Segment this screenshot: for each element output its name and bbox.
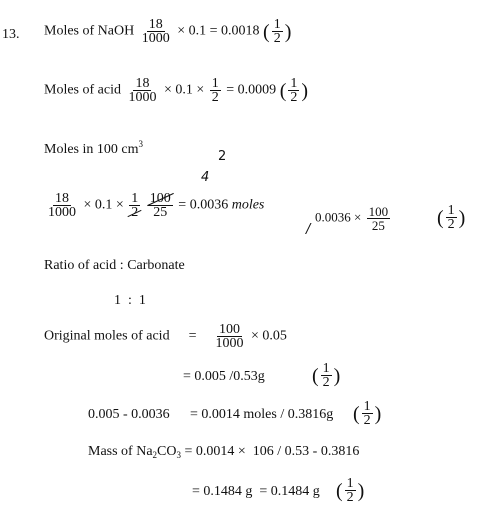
fraction-numerator: 18 bbox=[148, 17, 163, 32]
half-denominator: 2 bbox=[447, 217, 455, 232]
fraction-numerator: 18 bbox=[55, 191, 69, 206]
fraction-denominator: 1000 bbox=[48, 205, 76, 220]
half-numerator: 1 bbox=[322, 361, 330, 376]
naoh-moles-line bbox=[44, 18, 291, 45]
calc-multiplier: × 0.1 × bbox=[83, 197, 124, 213]
moles-in-100-heading bbox=[44, 136, 143, 158]
difference-right: = 0.0014 moles / 0.3816g bbox=[190, 407, 334, 422]
handwritten-slash: / bbox=[306, 222, 311, 237]
fraction-denominator: 1000 bbox=[128, 90, 157, 105]
fraction-denominator: 2 bbox=[211, 90, 219, 105]
alt-calculation bbox=[315, 205, 392, 232]
fraction-numerator: 1 bbox=[211, 76, 219, 91]
acid-label: Moles of acid bbox=[44, 82, 121, 98]
original-moles-line bbox=[44, 323, 287, 350]
half-mark: ( $\frac{1}{2}$ ) bbox=[353, 399, 382, 428]
half-mark: ( $\frac{1}{2}$ ) bbox=[437, 203, 466, 232]
naoh-result: 0.0018 bbox=[221, 23, 260, 39]
moles-in-100-label: Moles in 100 cm bbox=[44, 142, 139, 157]
fraction-numerator: 100 bbox=[218, 322, 240, 337]
fraction-numerator: 18 bbox=[135, 76, 150, 91]
mass-carbonate-line bbox=[88, 444, 359, 463]
fraction-denominator: 25 bbox=[371, 218, 385, 233]
half-denominator: 2 bbox=[346, 490, 354, 505]
half-denominator: 2 bbox=[322, 375, 330, 390]
co-label: CO bbox=[157, 444, 177, 459]
naoh-label: Moles of NaOH bbox=[44, 23, 135, 39]
fraction-denominator: 1000 bbox=[141, 31, 170, 46]
acid-multiplier: × 0.1 × bbox=[163, 82, 205, 98]
half-numerator: 1 bbox=[273, 17, 281, 32]
half-mark: ( $\frac{1}{2}$ ) bbox=[336, 476, 365, 505]
original-moles-fraction bbox=[213, 323, 245, 350]
half-numerator: 1 bbox=[290, 76, 298, 91]
subscript-2: 2 bbox=[152, 450, 158, 460]
acid-half-fraction bbox=[210, 77, 221, 104]
calc-fraction-3 bbox=[148, 192, 173, 219]
naoh-multiplier: × 0.1 = bbox=[177, 23, 218, 39]
unit-superscript: 3 bbox=[138, 139, 143, 149]
naoh-fraction bbox=[140, 18, 172, 45]
acid-mass-line: = 0.005 /0.53g bbox=[183, 369, 265, 384]
fraction-denominator-struck: 2 bbox=[129, 206, 140, 219]
handwritten-two: 2 bbox=[218, 149, 227, 164]
alt-value: 0.0036 × bbox=[315, 209, 362, 225]
alt-fraction bbox=[367, 205, 391, 232]
half-denominator: 2 bbox=[363, 413, 371, 428]
half-mark: ( $\frac{1}{2}$ ) bbox=[312, 361, 341, 390]
half-numerator: 1 bbox=[346, 476, 354, 491]
final-answer-line: = 0.1484 g = 0.1484 g bbox=[192, 484, 320, 499]
difference-left: 0.005 - 0.0036 bbox=[88, 407, 170, 422]
half-numerator: 1 bbox=[363, 399, 371, 414]
acid-moles-line bbox=[44, 77, 308, 104]
half-denominator: 2 bbox=[273, 31, 281, 46]
fraction-numerator: 1 bbox=[131, 191, 139, 206]
ratio-value: 1 : 1 bbox=[114, 293, 146, 308]
half-mark: ( $\frac{1}{2}$ ) bbox=[279, 76, 309, 105]
equals-sign: = bbox=[188, 328, 197, 344]
calc-unit: moles bbox=[231, 197, 265, 213]
acid-result: = 0.0009 bbox=[226, 82, 277, 98]
half-numerator: 1 bbox=[447, 203, 455, 218]
acid-fraction bbox=[126, 77, 158, 104]
fraction-denominator: 25 bbox=[153, 205, 168, 220]
calc-fraction-2 bbox=[129, 192, 140, 219]
calculation-line bbox=[44, 192, 264, 219]
mass-label: Mass of Na bbox=[88, 444, 153, 459]
half-mark: ( $\frac{1}{2}$ ) bbox=[263, 17, 292, 46]
subscript-3: 3 bbox=[176, 450, 181, 460]
fraction-numerator: 100 bbox=[368, 204, 389, 219]
fraction-denominator: 1000 bbox=[215, 336, 244, 351]
handwritten-four: 4 bbox=[201, 170, 210, 185]
ratio-heading: Ratio of acid : Carbonate bbox=[44, 258, 185, 273]
calc-equals: = 0.0036 bbox=[178, 197, 229, 213]
mass-expression: = 0.0014 × 106 / 0.53 - 0.3816 bbox=[181, 444, 360, 459]
half-denominator: 2 bbox=[290, 90, 298, 105]
question-number: 13. bbox=[2, 27, 20, 42]
original-moles-multiplier: × 0.05 bbox=[250, 328, 287, 344]
calc-fraction-1 bbox=[46, 192, 78, 219]
original-moles-label: Original moles of acid bbox=[44, 328, 170, 344]
fraction-numerator-struck: 100 bbox=[148, 192, 173, 206]
